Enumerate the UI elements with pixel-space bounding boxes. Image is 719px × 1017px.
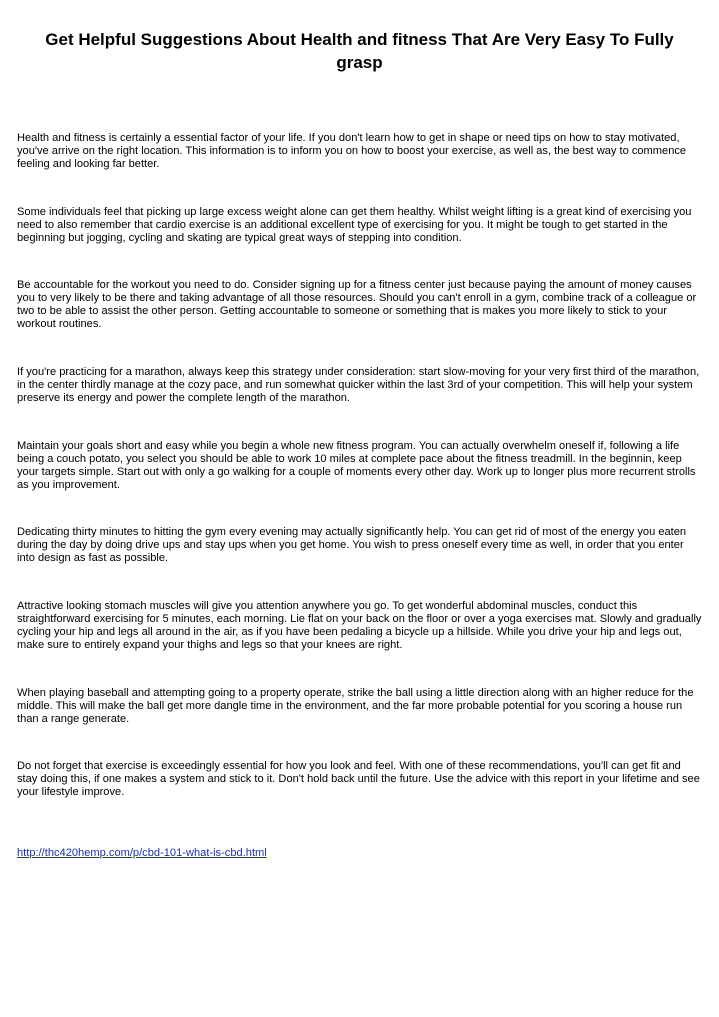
- paragraph-9: Do not forget that exercise is exceedingly essential for how you look and feel. With one of these recommendations, you'll can get fit and stay doing this, if one makes a system and stick to it. Don't hold back until the future. Use the advice with this report in your lifetime and see your lifestyle improve.: [17, 760, 700, 799]
- paragraph-1: Health and fitness is certainly a essential factor of your life. If you don't learn how to get in shape or need tips on how to stay motivated, you've arrive on the right location. This information is to inform you on how to boost your exercise, as well as, the best way to commence feeling and looking far better.: [17, 132, 687, 170]
- paragraph-3: Be accountable for the workout you need to do. Consider signing up for a fitness center just because paying the amount of money causes you to very likely to be there and taking advantage of all those resources. Should you can't enroll in a gym, combine track of a colleague or two to be able to assist the other person. Getting accountable to someone or something that is makes you more likely to stick to your workout routines.: [17, 279, 697, 331]
- paragraph-6: Dedicating thirty minutes to hitting the gym every evening may actually significantly help. You can get rid of most of the energy you eaten during the day by doing drive ups and stay ups when you get home. You wish to press oneself every time as well, in order that you enter into design as fast as possible.: [17, 526, 687, 565]
- paragraph-2: Some individuals feel that picking up large excess weight alone can get them healthy. Whilst weight lifting is a great kind of exercising you need to also remember that cardio exercise is an additional excellent type of exercising for you. It might be tough to get started in the beginning but jogging, cycling and skating are typical great ways of stepping into condition.: [17, 205, 692, 244]
- paragraph-8: When playing baseball and attempting going to a property operate, strike the ball using a little direction along with an higher reduce for the middle. This will make the ball get more dangle time in the environment, and the far more probable potential for you scoring a house run than a range generate.: [17, 686, 694, 725]
- link-container: [17, 847, 702, 860]
- document-body: [17, 132, 702, 799]
- document-title: Get Helpful Suggestions About Health and fitness That Are Very Easy To Fully grasp: [45, 30, 674, 72]
- paragraph-7: Attractive looking stomach muscles will give you attention anywhere you go. To get wonderful abdominal muscles, conduct this straightforward exercising for 5 minutes, each morning. Lie flat on your back on the floor or over a yoga exercises mat. Slowly and gradually cycling your hip and legs all around in the air, as if you have been pedaling a bicycle up a hillside. While you drive your hip and legs out, make sure to entirely expand your thighs and legs so that your knees are right.: [17, 600, 702, 651]
- paragraph-5: Maintain your goals short and easy while you begin a whole new fitness program. You can actually overwhelm oneself if, following a life being a couch potato, you select you should be able to work 10 miles at complete pace about the fitness treadmill. In the beginnin, keep your targets simple. Start out with only a go walking for a couple of moments every other day. Work up to longer plus more recurrent strolls as you improvement.: [17, 439, 696, 491]
- source-link[interactable]: http://thc420hemp.com/p/cbd-101-what-is-cbd.html: [17, 847, 267, 860]
- paragraph-4: If you're practicing for a marathon, always keep this strategy under consideration: start slow-moving for your very first third of the marathon, in the center thirdly manage at the cozy pace, and run somewhat quicker within the last 3rd of your competition. This will help your system preserve its energy and power the complete length of the marathon.: [17, 366, 700, 404]
